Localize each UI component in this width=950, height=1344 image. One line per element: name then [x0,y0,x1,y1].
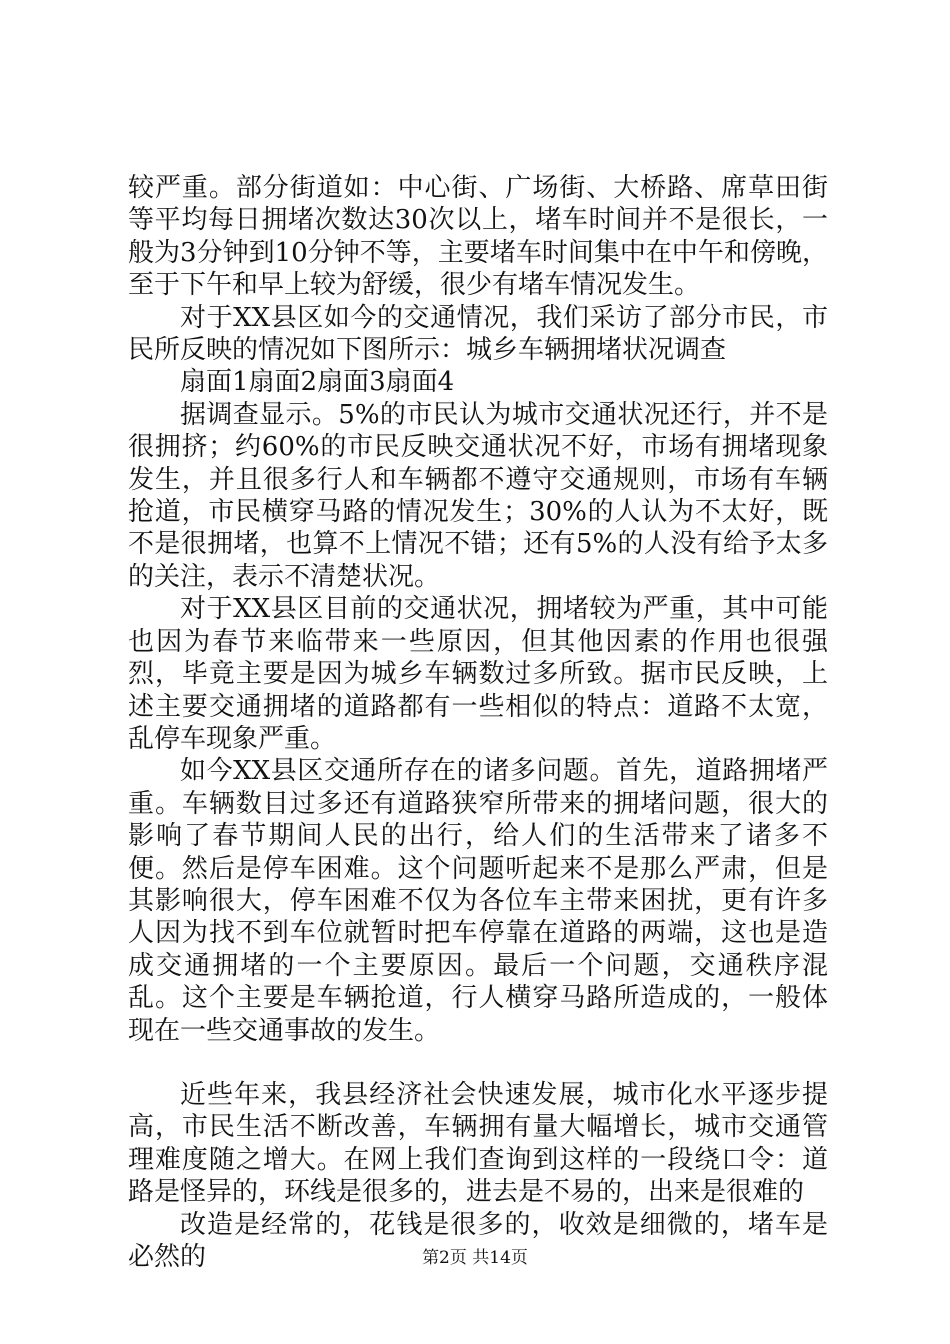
paragraph-background: 近些年来，我县经济社会快速发展，城市化水平逐步提高，市民生活不断改善，车辆拥有量大幅增长，城市交通管理难度随之增大。在网上我们查询到这样的一段绕口令：道路是怪异的，环线是很多的，进去是不易的，出来是很难的 [128,1079,828,1208]
page-footer: 第2页 共14页 [422,1248,528,1268]
body-text [128,172,828,1273]
paragraph-problems: 如今XX县区交通所存在的诸多问题。首先，道路拥堵严重。车辆数目过多还有道路狭窄所带来的拥堵问题，很大的影响了春节期间人民的出行，给人们的生活带来了诸多不便。然后是停车困难。这个问题听起来不是那么严肃，但是其影响很大，停车困难不仅为各位车主带来困扰，更有许多人因为找不到车位就暂时把车停靠在道路的两端，这也是造成交通拥堵的一个主要原因。最后一个问题，交通秩序混乱。这个主要是车辆抢道，行人横穿马路所造成的，一般体现在一些交通事故的发生。 [128,756,828,1046]
paragraph-continuation: 较严重。部分街道如：中心街、广场街、大桥路、席草田街等平均每日拥堵次数达30次以上，堵车时间并不是很长，一般为3分钟到10分钟不等，主要堵车时间集中在中午和傍晚，至于下午和早上较为舒缓，很少有堵车情况发生。 [128,173,828,301]
paragraph-rhyme: 改造是经常的，花钱是很多的，收效是细微的，堵车是必然的 [128,1209,828,1272]
paragraph-gap [128,1047,828,1079]
paragraph-survey-intro: 对于XX县区如今的交通情况，我们采访了部分市民，市民所反映的情况如下图所示：城乡车辆拥堵状况调查 [128,302,828,366]
paragraph-survey-results: 据调查显示。5%的市民认为城市交通状况还行，并不是很拥挤；约60%的市民反映交通状况不好，市场有拥堵现象发生，并且很多行人和车辆都不遵守交通规则，市场有车辆抢道，市民横穿马路的情况发生；30%的人认为不太好，既不是很拥堵，也算不上情况不错；还有5%的人没有给予太多的关注，表示不清楚状况。 [128,399,828,592]
paragraph-chart-legend: 扇面1扇面2扇面3扇面4 [180,367,455,398]
paragraph-current-status: 对于XX县区目前的交通状况，拥堵较为严重，其中可能也因为春节来临带来一些原因，但其他因素的作用也很强烈，毕竟主要是因为城乡车辆数过多所致。据市民反映，上述主要交通拥堵的道路都有一些相似的特点：道路不太宽，乱停车现象严重。 [128,594,828,754]
